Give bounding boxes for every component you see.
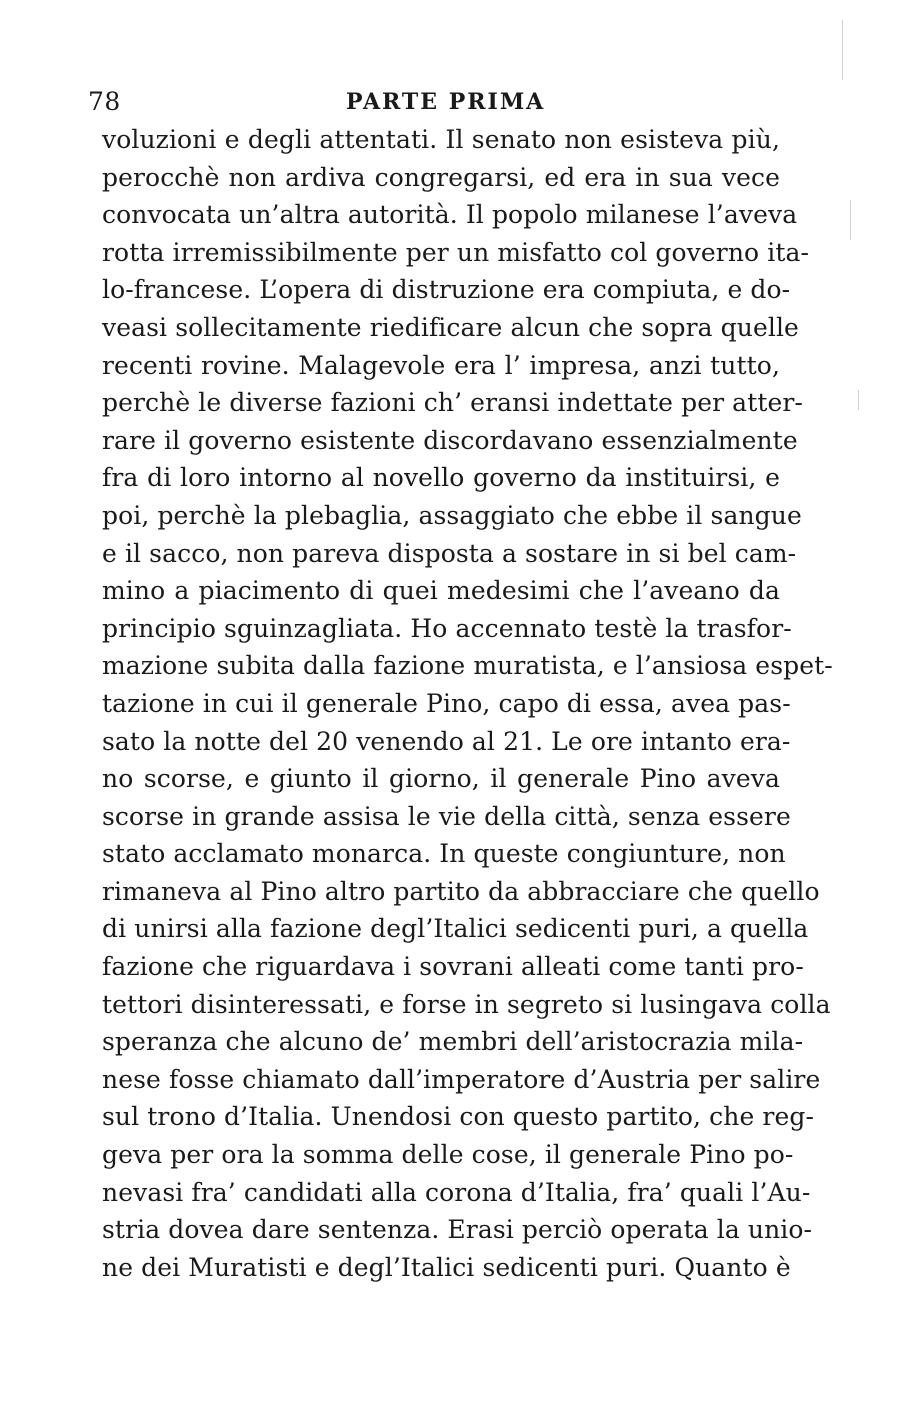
text-line: veasi sollecitamente riedificare alcun che sopra quelle: [102, 312, 799, 342]
text-line: di unirsi alla fazione degl’Italici sedicenti puri, a quella: [102, 914, 809, 944]
text-line: rare il governo esistente discordavano essenzialmente: [102, 425, 798, 455]
text-line: rotta irremissibilmente per un misfatto col governo ita-: [102, 237, 810, 267]
text-line: fra di loro intorno al novello governo da instituirsi, e: [102, 463, 780, 493]
text-line: sul trono d’Italia. Unendosi con questo partito, che reg-: [102, 1102, 814, 1132]
text-line: principio sguinzagliata. Ho accennato testè la trasfor-: [102, 613, 792, 643]
text-line: mino a piacimento di quei medesimi che l’aveano da: [102, 576, 780, 606]
text-line: recenti rovine. Malagevole era l’ impresa, anzi tutto,: [102, 350, 780, 380]
page-header: [88, 86, 788, 118]
text-line: ne dei Muratisti e degl’Italici sedicenti puri. Quanto è: [102, 1252, 791, 1282]
text-line: e il sacco, non pareva disposta a sostare in si bel cam-: [102, 538, 797, 568]
running-head: PARTE PRIMA: [346, 89, 546, 115]
text-line: scorse in grande assisa le vie della città, senza essere: [102, 801, 791, 831]
page-number: 78: [88, 87, 121, 116]
text-line: fazione che riguardava i sovrani alleati come tanti pro-: [102, 952, 804, 982]
text-line: speranza che alcuno de’ membri dell’aristocrazia mila-: [102, 1027, 804, 1057]
text-line: nese fosse chiamato dall’imperatore d’Austria per salire: [102, 1064, 821, 1094]
text-line: perocchè non ardiva congregarsi, ed era in sua vece: [102, 162, 780, 192]
scan-artifact: [850, 200, 851, 240]
text-line: voluzioni e degli attentati. Il senato non esisteva più,: [102, 125, 780, 154]
text-line: tettori disinteressati, e forse in segreto si lusingava colla: [102, 989, 831, 1019]
text-line: no scorse, e giunto il giorno, il generale Pino aveva: [102, 764, 780, 794]
text-line: stria dovea dare sentenza. Erasi perciò operata la unio-: [102, 1215, 813, 1245]
text-line: lo-francese. L’opera di distruzione era compiuta, e do-: [102, 275, 791, 305]
scan-artifact: [858, 390, 859, 410]
text-line: mazione subita dalla fazione muratista, e l’ansiosa espet-: [102, 651, 833, 681]
text-line: stato acclamato monarca. In queste congiunture, non: [102, 839, 786, 869]
text-line: rimaneva al Pino altro partito da abbracciare che quello: [102, 876, 820, 906]
text-line: perchè le diverse fazioni ch’ eransi indettate per atter-: [102, 388, 803, 418]
scan-artifact: [842, 20, 843, 80]
body-text: [102, 121, 833, 1286]
text-line: convocata un’altra autorità. Il popolo milanese l’aveva: [102, 200, 798, 230]
text-line: geva per ora la somma delle cose, il generale Pino po-: [102, 1140, 794, 1170]
text-line: tazione in cui il generale Pino, capo di essa, avea pas-: [102, 688, 791, 718]
text-line: sato la notte del 20 venendo al 21. Le ore intanto era-: [102, 726, 791, 756]
text-line: nevasi fra’ candidati alla corona d’Italia, fra’ quali l’Au-: [102, 1177, 811, 1207]
text-line: poi, perchè la plebaglia, assaggiato che ebbe il sangue: [102, 500, 802, 530]
